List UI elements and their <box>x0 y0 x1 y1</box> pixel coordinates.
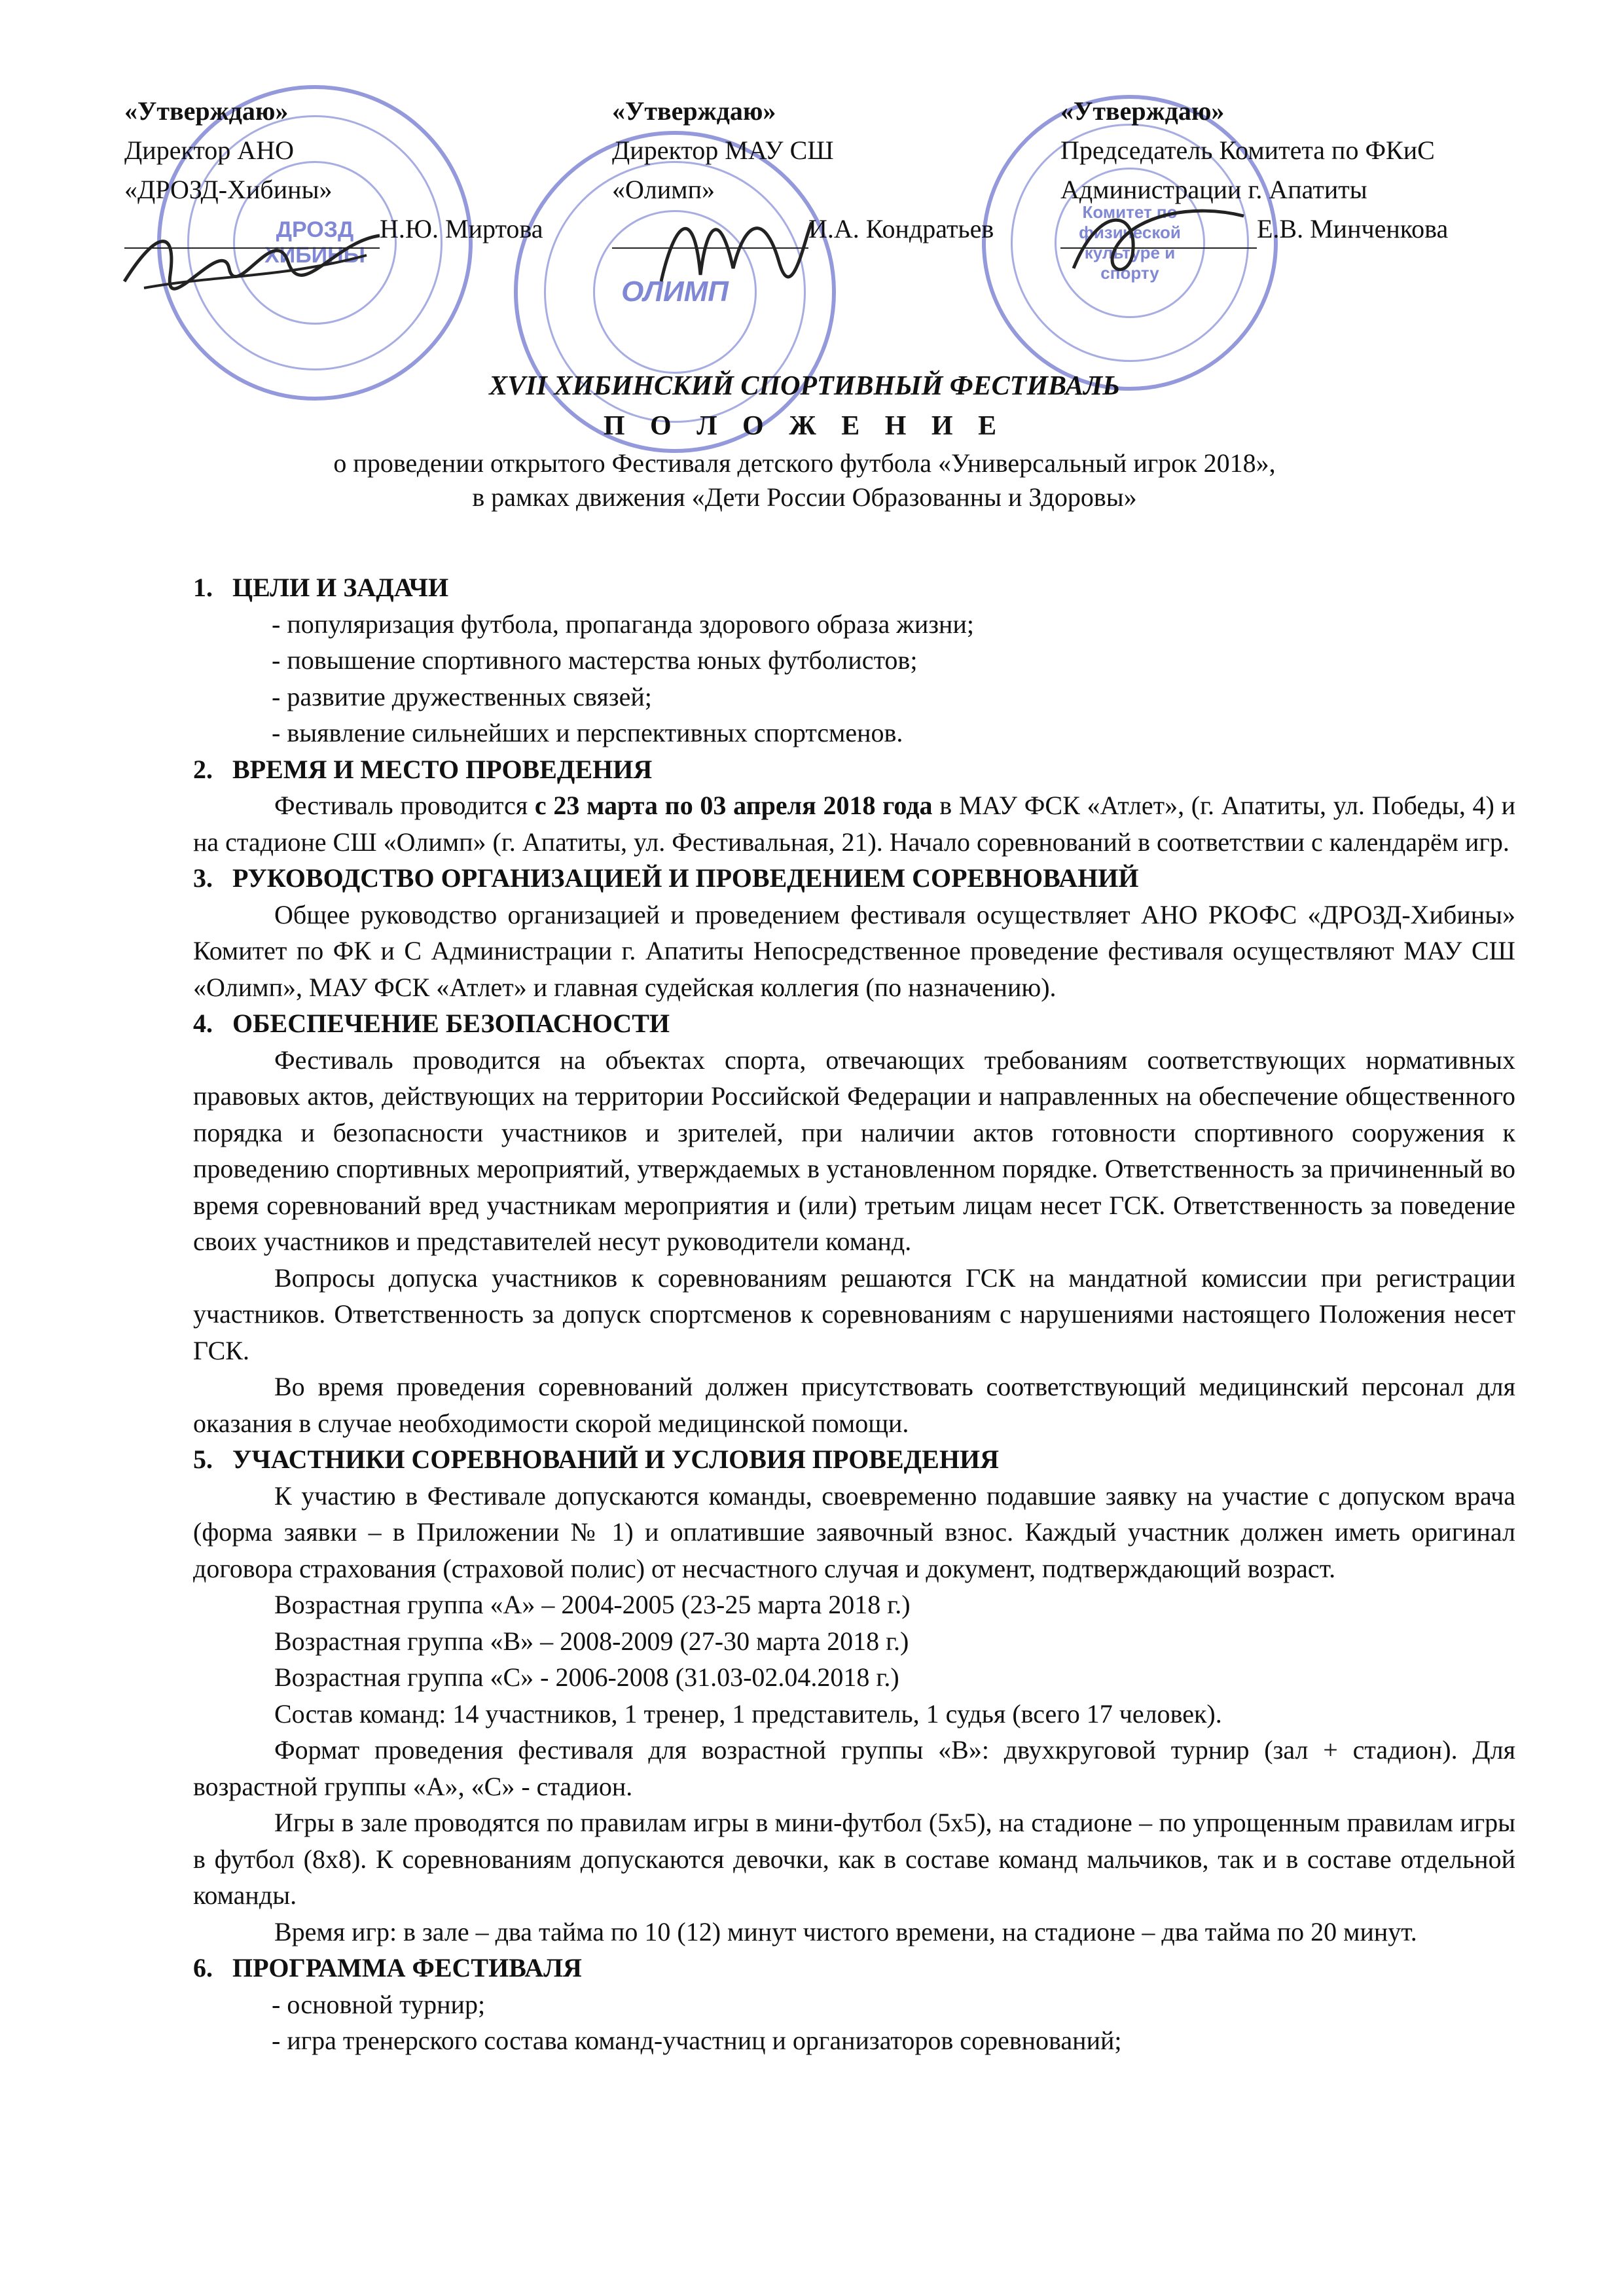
section-heading: 3. РУКОВОДСТВО ОРГАНИЗАЦИЕЙ И ПРОВЕДЕНИЕМ СОРЕВНОВАНИЙ <box>193 863 1139 893</box>
festival-title: XVII ХИБИНСКИЙ СПОРТИВНЫЙ ФЕСТИВАЛЬ <box>489 371 1120 401</box>
document-subtitle-2: в рамках движения «Дети России Образованны и Здоровы» <box>472 482 1137 512</box>
approval-position: Директор МАУ СШ <box>612 135 834 165</box>
approval-position: Директор АНО <box>124 135 294 165</box>
paragraph: Общее руководство организацией и проведением фестиваля осуществляет АНО РКОФС «ДРОЗД-Хибины» Комитет по ФК и С Администрации г. Апатиты Непосредственное проведение фестиваля осуществляют МАУ СШ «Олимп», МАУ ФСК «Атлет» и главная судейская коллегия (по назначению). <box>193 899 1515 1002</box>
approval-title: «Утверждаю» <box>124 96 289 126</box>
paragraph: Игры в зале проводятся по правилам игры в мини-футбол (5х5), на стадионе – по упрощенным правилам игры в футбол (8х8). К соревнованиям допускаются девочки, как в составе команд мальчиков, так и в составе отдельной команды. <box>193 1808 1515 1910</box>
approval-organization: «Олимп» <box>612 175 715 204</box>
list-item: - повышение спортивного мастерства юных футболистов; <box>272 645 918 675</box>
section-heading: 6. ПРОГРАММА ФЕСТИВАЛЯ <box>193 1953 582 1982</box>
team-composition-line: Состав команд: 14 участников, 1 тренер, 1 представитель, 1 судья (всего 17 человек). <box>274 1698 1222 1729</box>
approval-signer: Н.Ю. Миртова <box>380 214 543 243</box>
document-body <box>193 569 1515 2059</box>
document-title: П О Л О Ж Е Н И Е <box>603 411 1006 441</box>
approval-blocks <box>0 92 1609 288</box>
approval-block-committee <box>1060 92 1584 249</box>
signature-line <box>612 221 808 249</box>
paragraph: Фестиваль проводится с 23 марта по 03 апреля 2018 года в МАУ ФСК «Атлет», (г. Апатиты, ул. Победы, 4) и на стадионе СШ «Олимп» (г. Апатиты, ул. Фестивальная, 21). Начало соревнований в соответствии с календарём игр. <box>193 791 1516 857</box>
approval-signer: Е.В. Минченкова <box>1257 214 1449 243</box>
list-item: - игра тренерского состава команд-участниц и организаторов соревнований; <box>272 2026 1122 2055</box>
paragraph: Фестиваль проводится на объектах спорта, отвечающих требованиям соответствующих нормативных правовых актов, действующих на территории Российской Федерации и направленных на обеспечение общественного порядка и безопасности участников и зрителей, при наличии актов готовности спортивного сооружения к проведению спортивных мероприятий, утверждаемых в установленном порядке. Ответственность за причиненный во время соревнований вред участникам мероприятия и (или) третьим лицам несет ГСК. Ответственность за поведение своих участников и представителей несут руководители команд. <box>193 1045 1515 1256</box>
approval-block-olimp <box>612 92 1123 249</box>
committee-stamp-center: Комитет по физической культуре и спорту <box>1079 202 1181 283</box>
list-item: - развитие дружественных связей; <box>272 681 652 711</box>
paragraph: Вопросы допуска участников к соревнованиям решаются ГСК на мандатной комиссии при регистрации участников. Ответственность за допуск спортсменов к соревнованиям с нарушениями настоящего Положения несет ГСК. <box>193 1263 1515 1365</box>
age-group-line: Возрастная группа «А» – 2004-2005 (23-25 марта 2018 г.) <box>274 1590 911 1619</box>
drozd-stamp-center: ДРОЗД ХИБИНЫ <box>264 217 365 268</box>
list-item: - популяризация футбола, пропаганда здорового образа жизни; <box>272 609 974 639</box>
dates-highlight: с 23 марта по 03 апреля 2018 года <box>534 791 933 820</box>
list-item: - основной турнир; <box>272 1989 486 2019</box>
document-subtitle: о проведении открытого Фестиваля детского футбола «Универсальный игрок 2018», <box>333 448 1276 478</box>
approval-block-drozd <box>124 92 583 249</box>
section-heading: 2. ВРЕМЯ И МЕСТО ПРОВЕДЕНИЯ <box>193 754 653 784</box>
approval-title: «Утверждаю» <box>612 96 776 126</box>
approval-position: Председатель Комитета по ФКиС <box>1060 135 1435 165</box>
olimp-stamp-center: ОЛИМП <box>621 276 729 308</box>
approval-signer: И.А. Кондратьев <box>808 214 994 243</box>
age-group-line: Возрастная группа «В» – 2008-2009 (27-30 марта 2018 г.) <box>274 1626 909 1656</box>
approval-title: «Утверждаю» <box>1060 96 1225 126</box>
signature-line <box>1060 221 1257 249</box>
signature-line <box>124 221 380 249</box>
list-item: - выявление сильнейших и перспективных спортсменов. <box>272 718 903 747</box>
section-heading: 1. ЦЕЛИ И ЗАДАЧИ <box>193 573 449 602</box>
paragraph: Формат проведения фестиваля для возрастной группы «В»: двухкруговой турнир (зал + стадион). Для возрастной группы «А», «С» - стадион. <box>193 1735 1515 1801</box>
paragraph: К участию в Фестивале допускаются команды, своевременно подавшие заявку на участие с допуском врача (форма заявки – в Приложении № 1) и оплатившие заявочный взнос. Каждый участник должен иметь оригинал договора страхования (страховой полис) от несчастного случая и документ, подтверждающий возраст. <box>193 1480 1515 1583</box>
section-heading: 4. ОБЕСПЕЧЕНИЕ БЕЗОПАСНОСТИ <box>193 1009 670 1038</box>
section-heading: 5. УЧАСТНИКИ СОРЕВНОВАНИЙ И УСЛОВИЯ ПРОВЕДЕНИЯ <box>193 1444 999 1474</box>
approval-organization: «ДРОЗД-Хибины» <box>124 175 333 204</box>
document-header <box>0 367 1609 514</box>
paragraph: Время игр: в зале – два тайма по 10 (12) минут чистого времени, на стадионе – два тайма по 20 минут. <box>274 1916 1417 1946</box>
paragraph: Во время проведения соревнований должен присутствовать соответствующий медицинский персонал для оказания в случае необходимости скорой медицинской помощи. <box>193 1372 1515 1438</box>
age-group-line: Возрастная группа «С» - 2006-2008 (31.03-02.04.2018 г.) <box>274 1662 899 1692</box>
approval-organization: Администрации г. Апатиты <box>1060 175 1367 204</box>
